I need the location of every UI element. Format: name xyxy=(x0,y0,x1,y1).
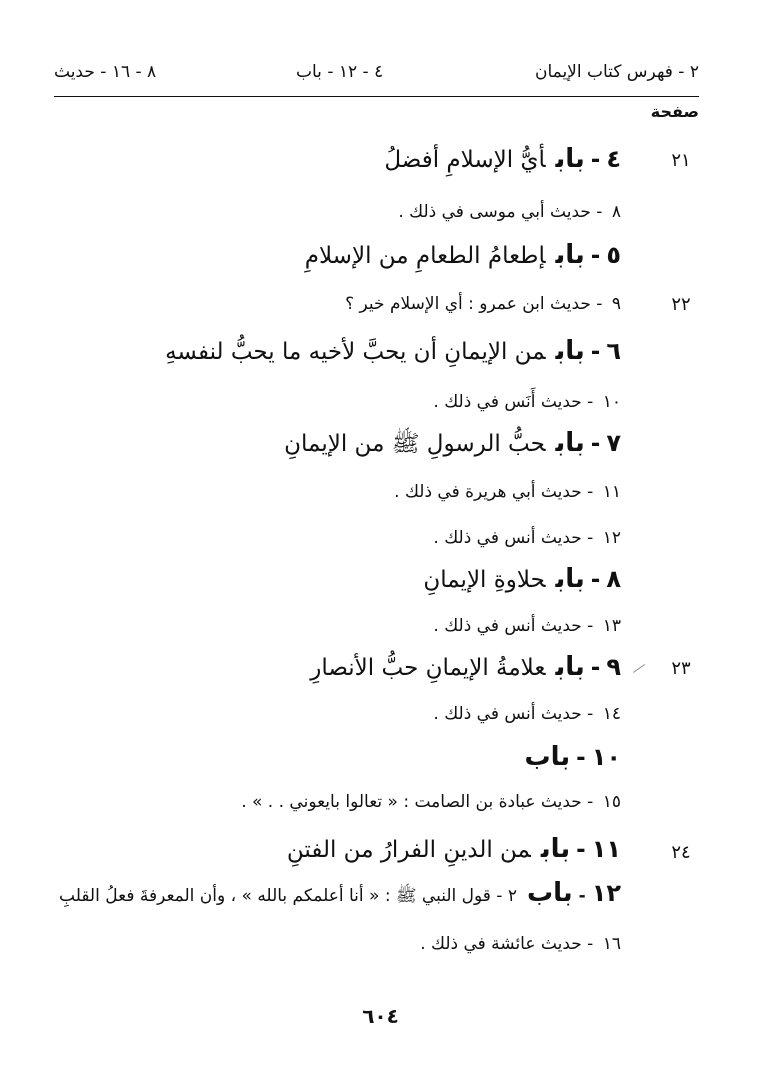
chapter-entry: ١١-بابمن الدينِ الفرارُ من الفتنِ xyxy=(286,834,621,864)
hadith-entry: ١٠ - حديث أَنَس في ذلك . xyxy=(433,392,621,412)
page-number: ٢٣ xyxy=(671,658,691,679)
chapter-entry: ٦-بابمن الإيمانِ أن يحبَّ لأخيه ما يحبُّ لنفسهِ xyxy=(165,336,621,366)
header-book-title: ٢ - فهرس كتاب الإيمان xyxy=(534,62,699,82)
hadith-entry: ٩ - حديث ابن عمرو : أي الإسلام خير ؟ xyxy=(345,294,621,314)
chapter-entry: ٥-بابإطعامُ الطعامِ من الإسلامِ xyxy=(304,240,621,270)
chapter-entry: ٤-بابأيُّ الإسلامِ أفضلُ xyxy=(384,144,621,174)
hadith-entry: ١٥ - حديث عبادة بن الصامت : « تعالوا بايعوني . . » . xyxy=(241,792,621,812)
chapter-entry: ١٠-باب xyxy=(524,742,621,772)
header-hadith-range: ٨ - ١٦ - حديث xyxy=(54,62,157,82)
page-number: ٢٤ xyxy=(671,842,691,863)
page-number: ٢١ xyxy=(671,150,691,171)
hadith-entry: ١٤ - حديث أنس في ذلك . xyxy=(433,704,621,724)
hadith-entry: ١١ - حديث أبي هريرة في ذلك . xyxy=(394,482,621,502)
margin-mark xyxy=(633,664,645,673)
header-rule xyxy=(54,96,699,97)
header-chapter-range: ٤ - ١٢ - باب xyxy=(296,62,384,82)
chapter-entry: ٨-بابحلاوةِ الإيمانِ xyxy=(423,564,621,594)
hadith-entry: ١٦ - حديث عائشة في ذلك . xyxy=(420,934,621,954)
page-footer-number: ٦٠٤ xyxy=(362,1004,399,1028)
hadith-entry: ١٢ - حديث أنس في ذلك . xyxy=(433,528,621,548)
page-column-label: صفحة xyxy=(650,102,699,121)
chapter-entry: ٩-بابعلامةُ الإيمانِ حبُّ الأنصارِ xyxy=(310,652,621,682)
hadith-entry: ٨ - حديث أبي موسى في ذلك . xyxy=(398,202,621,222)
chapter-entry: ١٢-باب٢ - قول النبي ﷺ : « أنا أعلمكم بالله » ، وأن المعرفةَ فعلُ القلبِ xyxy=(59,878,621,908)
chapter-entry: ٧-بابحبُّ الرسولِ ﷺ من الإيمانِ xyxy=(284,428,621,458)
page-number: ٢٢ xyxy=(671,294,691,315)
hadith-entry: ١٣ - حديث أنس في ذلك . xyxy=(433,616,621,636)
